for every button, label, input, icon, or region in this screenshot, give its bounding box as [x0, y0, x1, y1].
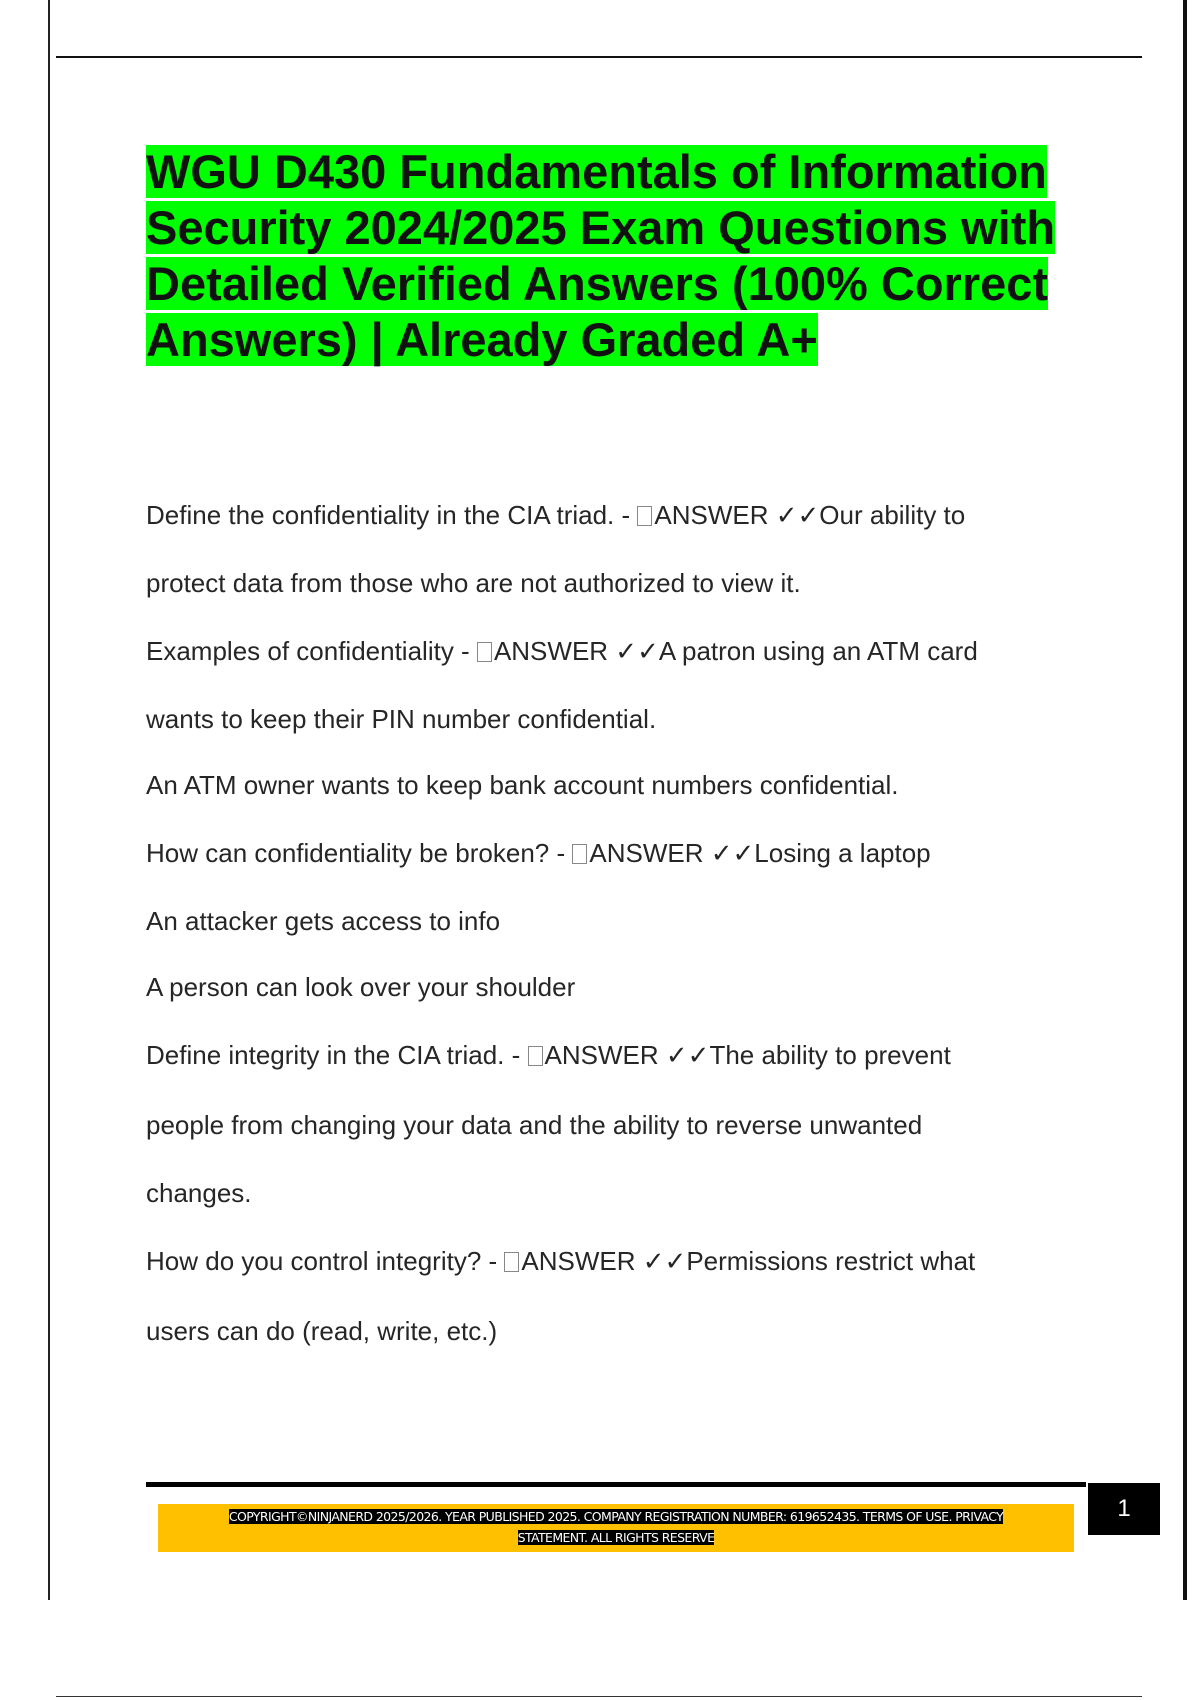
copyright-line-2: STATEMENT. ALL RIGHTS RESERVE [517, 1530, 715, 1545]
checkbox-glyph-icon [637, 506, 652, 526]
copyright-line-1: COPYRIGHT©NINJANERD 2025/2026. YEAR PUBLISHED 2025. COMPANY REGISTRATION NUMBER: 619652435. TERMS OF USE. PRIVACY [228, 1509, 1004, 1524]
answer-text: Our ability to [819, 500, 966, 530]
qa-line [146, 818, 1096, 888]
checkbox-glyph-icon [504, 1252, 519, 1272]
answer-text: Permissions restrict what [686, 1246, 976, 1276]
page-border-right [1183, 0, 1187, 1600]
answer-text: people from changing your data and the ability to reverse unwanted [146, 1110, 923, 1140]
qa-line [146, 686, 1096, 752]
answer-marker: ANSWER ✓✓ [521, 1246, 687, 1276]
question-text: How do you control integrity? - [146, 1246, 505, 1276]
qa-line [146, 1160, 1096, 1226]
answer-marker: ANSWER ✓✓ [493, 636, 659, 666]
checkbox-glyph-icon [572, 844, 587, 864]
answer-text: Losing a laptop [754, 838, 931, 868]
qa-line [146, 888, 1096, 954]
qa-line [146, 1296, 1096, 1366]
next-page-rule [56, 1696, 1142, 1697]
qa-line [146, 480, 1096, 550]
document-title [146, 144, 1086, 368]
question-text: How can confidentiality be broken? - [146, 838, 573, 868]
footer-rule [146, 1482, 1086, 1487]
answer-text: The ability to prevent [709, 1040, 951, 1070]
checkbox-glyph-icon [477, 642, 492, 662]
page-border-left [48, 0, 50, 1600]
answer-marker: ANSWER ✓✓ [654, 500, 820, 530]
qa-line [146, 1090, 1096, 1160]
header-rule [56, 56, 1142, 58]
copyright-notice [166, 1506, 1066, 1548]
answer-marker: ANSWER ✓✓ [544, 1040, 710, 1070]
question-text: Examples of confidentiality - [146, 636, 477, 666]
qa-line [146, 616, 1096, 686]
qa-line [146, 954, 1096, 1020]
answer-text: An attacker gets access to info [146, 906, 501, 936]
answer-text: changes. [146, 1178, 252, 1208]
answer-text: wants to keep their PIN number confidential. [146, 704, 657, 734]
answer-text: protect data from those who are not authorized to view it. [146, 568, 801, 598]
qa-line [146, 1020, 1096, 1090]
checkbox-glyph-icon [528, 1046, 543, 1066]
answer-marker: ANSWER ✓✓ [589, 838, 755, 868]
answer-text: An ATM owner wants to keep bank account numbers confidential. [146, 770, 899, 800]
qa-line [146, 752, 1096, 818]
question-text: Define integrity in the CIA triad. - [146, 1040, 528, 1070]
question-text: Define the confidentiality in the CIA triad. - [146, 500, 638, 530]
page-number: 1 [1088, 1483, 1160, 1535]
document-body [146, 480, 1096, 1366]
answer-text: users can do (read, write, etc.) [146, 1316, 498, 1346]
document-title-text: WGU D430 Fundamentals of Information Security 2024/2025 Exam Questions with Detailed Verified Answers (100% Correct Answers) | Already Graded A+ [146, 145, 1056, 366]
qa-line [146, 550, 1096, 616]
answer-text: A patron using an ATM card [658, 636, 978, 666]
answer-text: A person can look over your shoulder [146, 972, 576, 1002]
qa-line [146, 1226, 1096, 1296]
